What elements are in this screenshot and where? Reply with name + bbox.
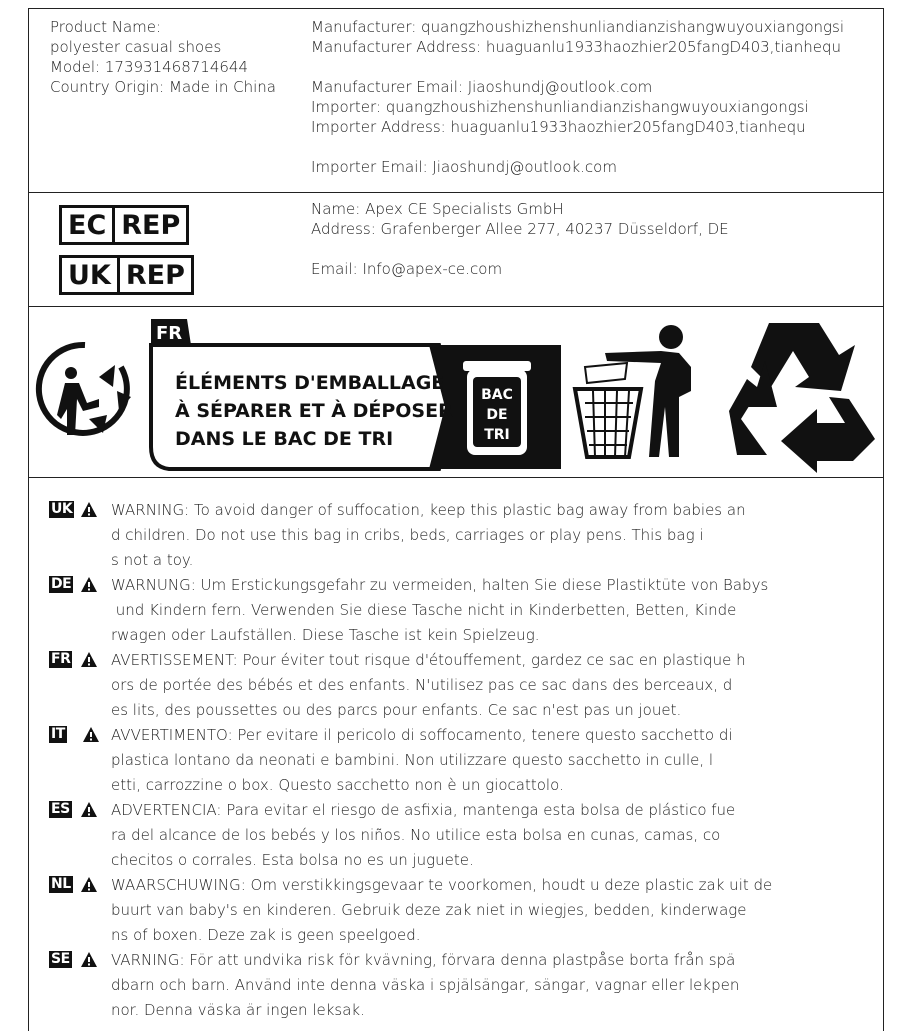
warning-line: dbarn och barn. Använd inte denna väska i spjälsängar, sängar, vagnar eller lekpen — [111, 976, 740, 994]
country-code-badge: IT — [51, 726, 65, 742]
country-origin: Country Origin: Made in China — [50, 78, 276, 96]
bin-label-3: TRI — [484, 427, 510, 443]
manufacturer-name: Manufacturer: quangzhoushizhenshunliandianzishangwuyouxiangongsi — [311, 18, 845, 36]
recycling-section — [29, 307, 883, 478]
product-info-section — [29, 9, 883, 193]
warning-line: ADVERTENCIA: Para evitar el riesgo de asfixia, mantenga esta bolsa de plástico fue — [111, 801, 736, 819]
country-code-badge: FR — [51, 651, 71, 667]
manufacturer-address: Manufacturer Address: huaguanlu1933haozhier205fangD403,tianhequ — [311, 38, 841, 56]
warning-line: AVERTISSEMENT: Pour éviter tout risque d'étouffement, gardez ce sac en plastique h — [111, 651, 746, 669]
uk-rep-right: REP — [117, 258, 191, 292]
warning-item — [49, 573, 869, 648]
warning-line: WARNUNG: Um Erstickungsgefahr zu vermeiden, halten Sie diese Plastiktüte von Babys — [111, 576, 769, 594]
warning-item — [49, 498, 869, 573]
warning-list — [49, 498, 869, 1023]
ec-rep-right: REP — [112, 208, 186, 242]
ec-rep-badge — [59, 205, 189, 245]
triman-country: FR — [156, 323, 183, 344]
warning-line: rwagen oder Laufställen. Diese Tasche ist kein Spielzeug. — [111, 626, 540, 644]
uk-rep-left: UK — [68, 259, 111, 291]
warning-text — [111, 723, 811, 798]
warning-text — [111, 498, 811, 573]
representative-address: Address: Grafenberger Allee 277, 40237 Düsseldorf, DE — [311, 220, 729, 238]
warning-item — [49, 723, 869, 798]
warning-item — [49, 873, 869, 948]
warning-text — [111, 573, 811, 648]
warning-text — [111, 798, 811, 873]
warning-triangle-icon — [80, 651, 98, 668]
warning-line: WARNING: To avoid danger of suffocation, keep this plastic bag away from babies an — [111, 501, 746, 519]
triman-line-1: ÉLÉMENTS D'EMBALLAGE — [175, 372, 445, 394]
importer-email: Importer Email: Jiaoshundj@outlook.com — [311, 158, 617, 176]
manufacturer-email: Manufacturer Email: Jiaoshundj@outlook.com — [311, 78, 653, 96]
warning-item — [49, 948, 869, 1023]
warning-line: d children. Do not use this bag in cribs, beds, carriages or play pens. This bag i — [111, 526, 704, 544]
warning-line: checitos o corrales. Esta bolsa no es un juguete. — [111, 851, 474, 869]
warning-triangle-icon — [80, 801, 98, 818]
warning-line: s not a toy. — [111, 551, 194, 569]
country-code-badge: UK — [51, 501, 73, 517]
tidyman-icon — [575, 325, 691, 457]
warning-line: plastica lontano da neonati e bambini. Non utilizzare questo sacchetto in culle, l — [111, 751, 714, 769]
warning-line: VARNING: För att undvika risk för kvävning, förvara denna plastpåse borta från spä — [111, 951, 736, 969]
recycle-icon — [729, 323, 875, 473]
triman-line-3: DANS LE BAC DE TRI — [175, 428, 394, 450]
country-code-badge: SE — [51, 951, 70, 967]
representative-details — [311, 199, 729, 279]
product-name-value: polyester casual shoes — [50, 38, 222, 56]
uk-rep-badge — [59, 255, 194, 295]
warning-line: ra del alcance de los bebés y los niños. No utilice esta bolsa en cunas, camas, co — [111, 826, 721, 844]
warning-triangle-icon — [82, 726, 100, 743]
bin-label-1: BAC — [481, 387, 513, 403]
triman-fr-banner — [151, 319, 561, 469]
warning-triangle-icon — [80, 951, 98, 968]
manufacturer-importer-details — [311, 17, 844, 177]
warning-triangle-icon — [80, 501, 98, 518]
warning-line: und Kindern fern. Verwenden Sie diese Tasche nicht in Kinderbetten, Betten, Kinde — [111, 601, 737, 619]
warning-line: AVVERTIMENTO: Per evitare il pericolo di soffocamento, tenere questo sacchetto di — [111, 726, 733, 744]
product-label — [28, 8, 884, 1031]
warning-text — [111, 948, 811, 1023]
warning-line: es lits, des poussettes ou des parcs pour enfants. Ce sac n'est pas un jouet. — [111, 701, 682, 719]
triman-icon — [39, 345, 131, 435]
importer-address: Importer Address: huaguanlu1933haozhier205fangD403,tianhequ — [311, 118, 806, 136]
importer-name: Importer: quangzhoushizhenshunliandianzishangwuyouxiangongsi — [311, 98, 809, 116]
country-code-badge: DE — [51, 576, 72, 592]
country-code-badge: NL — [51, 876, 71, 892]
warning-line: WAARSCHUWING: Om verstikkingsgevaar te voorkomen, houdt u deze plastic zak uit de — [111, 876, 773, 894]
representative-section — [29, 193, 883, 307]
country-code-badge: ES — [51, 801, 70, 817]
warning-item — [49, 648, 869, 723]
warning-text — [111, 648, 811, 723]
product-name-label: Product Name: — [50, 18, 162, 36]
product-details — [50, 17, 276, 97]
representative-email: Email: Info@apex-ce.com — [311, 260, 503, 278]
warning-line: ors de portée des bébés et des enfants. N'utilisez pas ce sac dans des berceaux, d — [111, 676, 733, 694]
ec-rep-left: EC — [68, 209, 107, 241]
warning-triangle-icon — [80, 876, 98, 893]
bin-label-2: DE — [486, 407, 508, 423]
warning-item — [49, 798, 869, 873]
warning-line: buurt van baby's en kinderen. Gebruik deze zak niet in wiegjes, bedden, kinderwage — [111, 901, 747, 919]
warning-line: nor. Denna väska är ingen leksak. — [111, 1001, 365, 1019]
warnings-section — [29, 478, 883, 1032]
product-model: Model: 173931468714644 — [50, 58, 249, 76]
warning-line: etti, carrozzine o box. Questo sacchetto non è un giocattolo. — [111, 776, 564, 794]
representative-name: Name: Apex CE Specialists GmbH — [311, 200, 564, 218]
triman-line-2: À SÉPARER ET À DÉPOSER — [175, 400, 453, 422]
warning-triangle-icon — [80, 576, 98, 593]
warning-text — [111, 873, 811, 948]
warning-line: ns of boxen. Deze zak is geen speelgoed. — [111, 926, 421, 944]
